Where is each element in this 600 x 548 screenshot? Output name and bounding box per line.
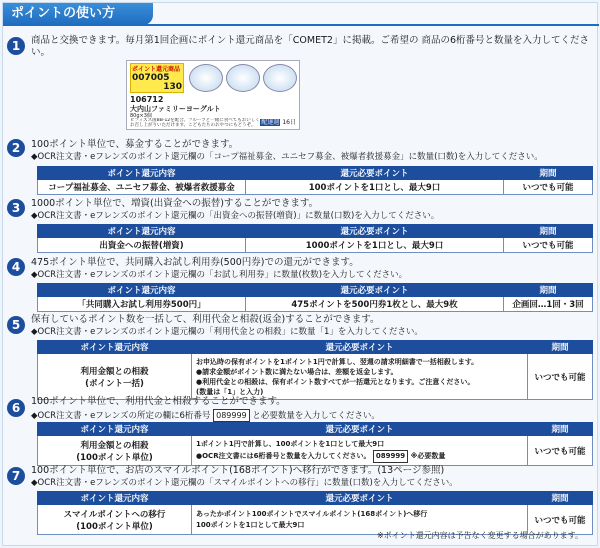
step-number-7: 7 xyxy=(7,467,25,485)
table-header: 期間 xyxy=(504,167,593,180)
table-cell: 100ポイントを1口とし、最大9口 xyxy=(246,180,504,195)
step-number-6: 6 xyxy=(7,399,25,417)
table-header: ポイント還元内容 xyxy=(38,225,246,238)
table-cell xyxy=(192,436,528,466)
detail-line: (数量は「1」と入力) xyxy=(196,387,264,396)
product-description: ビフィズス菌BB-12を配合。フルーツと一緒に食べてもおいしくお召し上がりいただけます。こどもたちのおやつにもどうぞ。 xyxy=(130,118,260,128)
table-header: 還元必要ポイント xyxy=(246,167,504,180)
table-cell: 「共同購入お試し利用券500円」 xyxy=(38,297,246,312)
yogurt-cup-icon xyxy=(189,64,223,92)
table-cell: いつでも可能 xyxy=(528,436,593,466)
step-3-line2: ◆OCR注文書・eフレンズのポイント還元欄の「出資金への振替(増資)」に数量(口数)を入力してください。 xyxy=(31,211,440,221)
step-3-line1: 1000ポイント単位で、増資(出資金への振替)することができます。 xyxy=(31,198,319,209)
table-cell xyxy=(38,436,192,466)
yogurt-cup-icon xyxy=(226,64,260,92)
delivery-week-value: 16日 xyxy=(282,119,296,126)
points-sticker-code: 007005 xyxy=(132,73,170,83)
content-line: (100ポイント単位) xyxy=(76,452,153,463)
step-number-5: 5 xyxy=(7,316,25,334)
step-number-2: 2 xyxy=(7,139,25,157)
table-cell: 企画回…1回・3回 xyxy=(504,297,593,312)
table-cell: 1000ポイントを1口とし、最大9口 xyxy=(246,238,504,253)
table-cell xyxy=(192,354,528,400)
points-sticker xyxy=(130,63,184,93)
table-header: 還元必要ポイント xyxy=(192,423,528,436)
detail-text: ●OCR注文書には6桁番号と数量を入力してください。 xyxy=(196,451,371,460)
table-header: 期間 xyxy=(504,284,593,297)
table-header: ポイント還元内容 xyxy=(38,423,192,436)
step-6-line2b: と必要数量を入力してください。 xyxy=(252,411,380,421)
table-header: ポイント還元内容 xyxy=(38,167,246,180)
detail-line: 1ポイント1円で計算し、100ポイントを1口として最大9口 xyxy=(196,439,385,448)
detail-text: ※必要数量 xyxy=(410,451,446,460)
step-number-1: 1 xyxy=(7,37,25,55)
step-7-line1: 100ポイント単位で、お店のスマイルポイント(168ポイント)へ移行ができます。(13ページ参照) xyxy=(31,465,445,476)
step-6-line2 xyxy=(31,409,380,422)
title-rule xyxy=(3,24,599,26)
detail-line xyxy=(196,450,523,463)
table-cell xyxy=(38,354,192,400)
table-header: 期間 xyxy=(528,423,593,436)
table-cell: 475ポイントを500円券1枚とし、最大9枚 xyxy=(246,297,504,312)
points-sticker-points: 130 xyxy=(163,82,182,92)
code-box: 089999 xyxy=(373,450,408,463)
points-usage-page xyxy=(2,2,598,546)
step-6-line2a: ◆OCR注文書・eフレンズの所定の欄に6桁番号 xyxy=(31,411,211,421)
content-line: 利用金額との相殺 xyxy=(80,366,149,377)
table-header: 期間 xyxy=(528,492,593,505)
content-line: 利用金額との相殺 xyxy=(80,440,149,451)
step-2-line1: 100ポイント単位で、募金することができます。 xyxy=(31,139,239,150)
content-line: スマイルポイントへの移行 xyxy=(63,509,166,520)
step-number-3: 3 xyxy=(7,199,25,217)
table-header: 還元必要ポイント xyxy=(246,284,504,297)
table-cell: いつでも可能 xyxy=(504,180,593,195)
delivery-week-badge: 配達週 xyxy=(261,119,280,126)
step-4-line1: 475ポイント単位で、共同購入お試し利用券(500円券)での還元ができます。 xyxy=(31,257,359,268)
delivery-week xyxy=(260,117,296,126)
content-line: (ポイント一括) xyxy=(85,378,144,389)
table-header: 還元必要ポイント xyxy=(192,492,528,505)
footer-note: ※ポイント還元内容は予告なく変更する場合があります。 xyxy=(376,531,583,540)
table-header: 還元必要ポイント xyxy=(246,225,504,238)
step-3-table xyxy=(37,224,593,253)
detail-line: ●利用代金との相殺は、保有ポイント数すべてが一括還元となります。ご注意ください。 xyxy=(196,377,475,386)
points-sticker-label: ポイント還元商品 xyxy=(132,66,181,73)
product-sample-card xyxy=(126,60,300,130)
step-7-line2: ◆OCR注文書・eフレンズのポイント還元欄の「スマイルポイントへの移行」に数量(口数)を入力してください。 xyxy=(31,478,458,488)
table-cell xyxy=(38,505,192,535)
product-spec: 80g×3個 xyxy=(130,113,152,119)
step-4-table xyxy=(37,283,593,312)
product-code: 106712 xyxy=(130,95,164,104)
step-4-line2: ◆OCR注文書・eフレンズのポイント還元欄の「お試し利用券」に数量(枚数)を入力してください。 xyxy=(31,270,408,280)
step-6-table xyxy=(37,422,593,466)
table-header: ポイント還元内容 xyxy=(38,284,246,297)
table-cell: コープ福祉募金、ユニセフ募金、被爆者救援募金 xyxy=(38,180,246,195)
detail-line: 100ポイントを1口として最大9口 xyxy=(196,520,305,529)
table-header: ポイント還元内容 xyxy=(38,341,192,354)
yogurt-cup-icon xyxy=(263,64,297,92)
step-5-line1: 保有しているポイント数を一括して、利用代金と相殺(返金)することができます。 xyxy=(31,314,380,325)
step-5-line2: ◆OCR注文書・eフレンズのポイント還元欄の「利用代金との相殺」に数量「1」を入力してください。 xyxy=(31,327,423,337)
step-2-table xyxy=(37,166,593,195)
product-name: 大内山ファミリーヨーグルト xyxy=(130,105,221,113)
table-header: ポイント還元内容 xyxy=(38,492,192,505)
step-5-table xyxy=(37,340,593,400)
table-cell: いつでも可能 xyxy=(528,354,593,400)
step-7-table xyxy=(37,491,593,535)
table-header: 期間 xyxy=(504,225,593,238)
yogurt-image xyxy=(189,64,297,92)
detail-line: あったかポイント100ポイントでスマイルポイント(168ポイント)へ移行 xyxy=(196,509,428,518)
table-cell: いつでも可能 xyxy=(528,505,593,535)
step-6-line1: 100ポイント単位で、利用代金と相殺することができます。 xyxy=(31,396,286,407)
page-title: ポイントの使い方 xyxy=(3,3,153,25)
code-box: 089999 xyxy=(213,409,250,422)
table-header: 還元必要ポイント xyxy=(192,341,528,354)
detail-line: ●請求金額がポイント数に満たない場合は、差額を返金します。 xyxy=(196,367,398,376)
table-cell: 出資金への振替(増資) xyxy=(38,238,246,253)
detail-line: お申込時の保有ポイントを1ポイント1円で計算し、翌週の請求明細書で一括相殺します。 xyxy=(196,357,479,366)
table-cell: いつでも可能 xyxy=(504,238,593,253)
table-header: 期間 xyxy=(528,341,593,354)
step-1-text: 商品と交換できます。毎月第1回企画にポイント還元商品を「COMET2」に掲載。ご希望の 商品の6桁番号と数量を入力してください。 xyxy=(31,35,590,58)
content-line: (100ポイント単位) xyxy=(76,521,153,532)
step-2-line2: ◆OCR注文書・eフレンズのポイント還元欄の「コープ福祉募金、ユニセフ募金、被爆者救援募金」に数量(口数)を入力してください。 xyxy=(31,152,543,162)
step-number-4: 4 xyxy=(7,258,25,276)
